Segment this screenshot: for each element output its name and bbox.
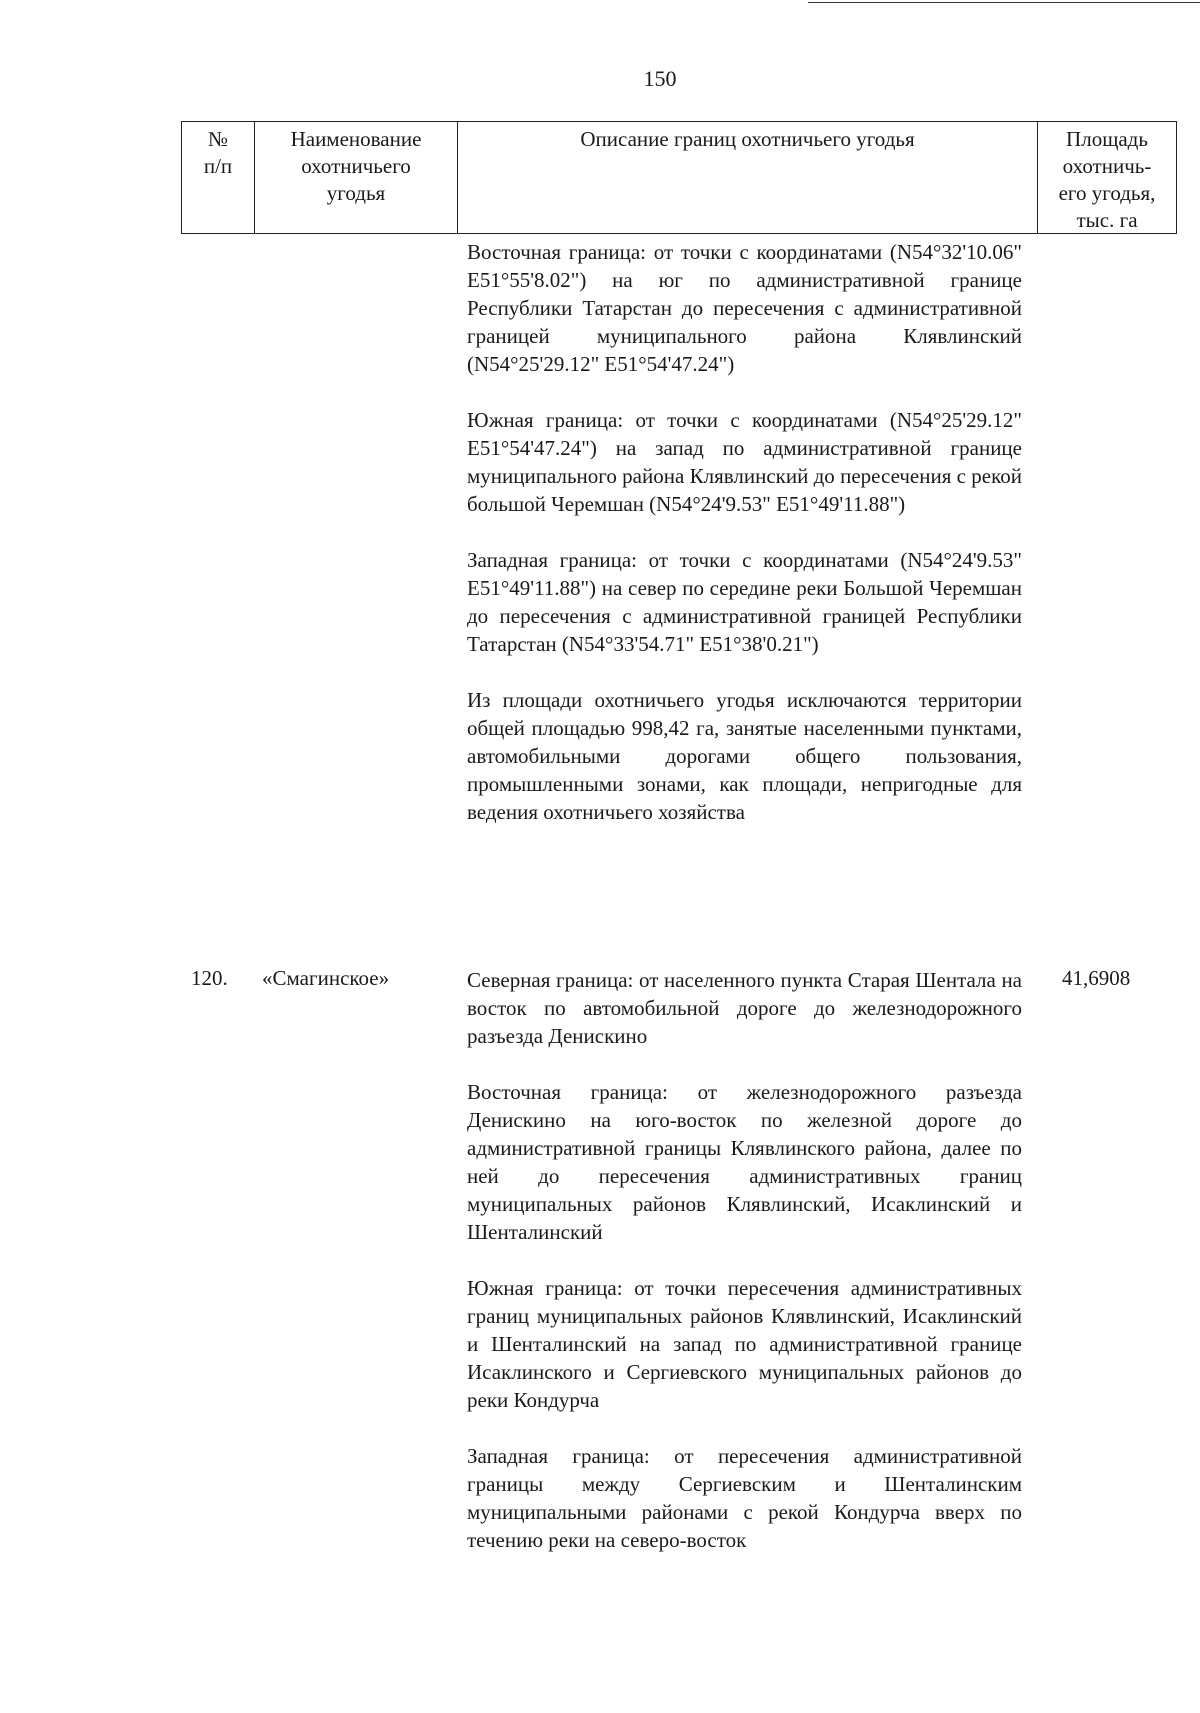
entry-120-area: 41,6908 xyxy=(1062,966,1131,990)
header-area-cell xyxy=(1038,122,1176,233)
header-area-line-1: Площадь xyxy=(1066,127,1148,151)
entry-120-number: 120. xyxy=(191,966,228,990)
header-name-cell xyxy=(255,122,458,233)
header-area-line-3: его угодья, xyxy=(1058,181,1156,205)
scan-edge-line xyxy=(808,2,1200,3)
continued-exclusion-note: Из площади охотничьего угодья исключаются территории общей площадью 998,42 га, занятые населенными пунктами, автомобильными дорогами общего пользования, промышленными зонами, как площади, непригодные для ведения охотничьего хозяйства xyxy=(467,688,1022,824)
table-header xyxy=(181,121,1177,234)
entry-120-description xyxy=(467,966,1022,1582)
header-description-line-1: Описание границ охотничьего угодья xyxy=(580,127,915,151)
page-number: 150 xyxy=(643,66,677,91)
continued-entry-description xyxy=(467,238,1022,854)
header-name-line-1: Наименование xyxy=(290,127,422,151)
header-description-cell xyxy=(458,122,1038,233)
continued-south-boundary: Южная граница: от точки с координатами (N54°25'29.12" E51°54'47.24") на запад по административной границе муниципального района Клявлинский до пересечения с рекой большой Черемшан (N54°24'9.53" E51°49'11.88") xyxy=(467,408,1022,516)
header-number-cell xyxy=(182,122,255,233)
header-name-line-3: угодья xyxy=(326,181,386,205)
entry-120-north-boundary: Северная граница: от населенного пункта Старая Шентала на восток по автомобильной дороге до железнодорожного разъезда Денискино xyxy=(467,968,1022,1048)
header-name-line-2: охотничьего xyxy=(301,154,411,178)
entry-120-name: «Смагинское» xyxy=(262,966,390,990)
entry-120-east-boundary: Восточная граница: от железнодорожного разъезда Денискино на юго-восток по железной дороге до административной границы Клявлинского района, далее по ней до пересечения административных границ муниципальных районов Клявлинский, Исаклинский и Шенталинский xyxy=(467,1080,1022,1244)
continued-west-boundary: Западная граница: от точки с координатами (N54°24'9.53" E51°49'11.88") на север по середине реки Большой Черемшан до пересечения с административной границей Республики Татарстан (N54°33'54.71" E51°38'0.21") xyxy=(467,548,1022,656)
entry-120-south-boundary: Южная граница: от точки пересечения административных границ муниципальных районов Клявлинский, Исаклинский и Шенталинский на запад по административной границе Исаклинского и Сергиевского муниципальных районов до реки Кондурча xyxy=(467,1276,1022,1412)
header-area-line-4: тыс. га xyxy=(1076,208,1138,232)
header-number-line-1: № xyxy=(207,127,229,151)
header-number-line-2: п/п xyxy=(203,154,233,178)
entry-120-west-boundary: Западная граница: от пересечения административной границы между Сергиевским и Шенталинским муниципальными районами с рекой Кондурча вверх по течению реки на северо-восток xyxy=(467,1444,1022,1552)
header-area-line-2: охотничь- xyxy=(1062,154,1152,178)
continued-east-boundary: Восточная граница: от точки с координатами (N54°32'10.06" E51°55'8.02") на юг по административной границе Республики Татарстан до пересечения с административной границей муниципального района Клявлинский (N54°25'29.12" E51°54'47.24") xyxy=(467,240,1022,376)
